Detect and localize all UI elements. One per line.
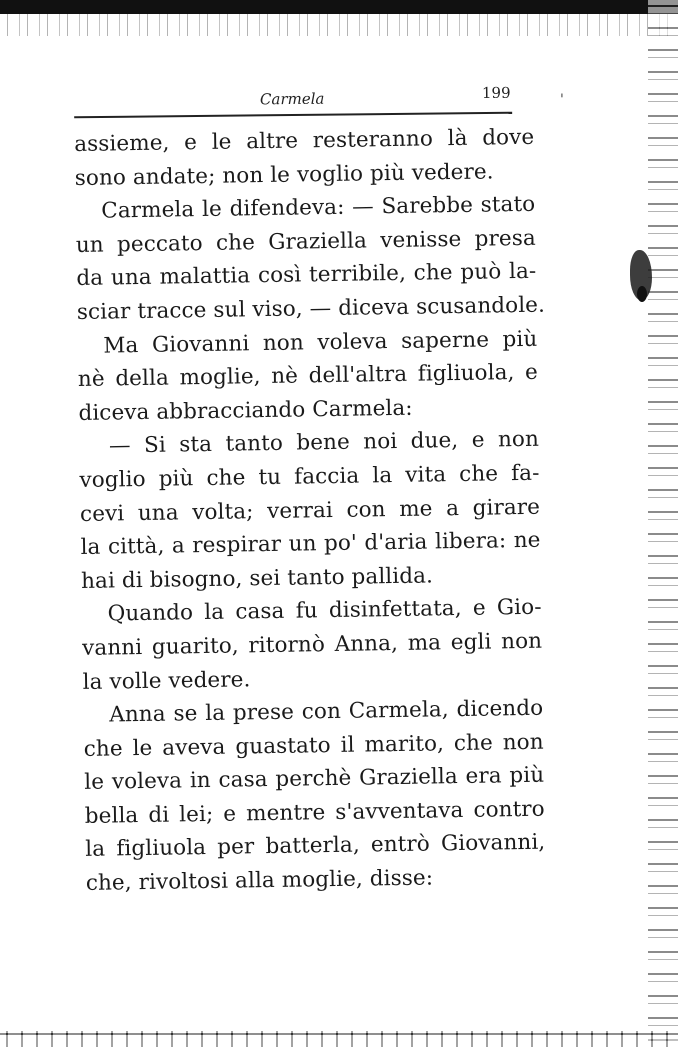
text-line: Anna se la prese con Carmela, dicendo <box>109 695 544 728</box>
text-line: — Si sta tanto bene noi due, e non <box>108 427 540 459</box>
text-line: la volle vedere. <box>82 666 251 695</box>
text-line: la figliuola per batterla, entrò Giovanni, <box>85 830 546 863</box>
ink-blot-small <box>637 286 647 302</box>
text-line: Carmela le difendeva: — Sarebbe stato <box>101 191 536 224</box>
text-line: un peccato che Graziella venisse presa <box>75 225 536 258</box>
running-header <box>74 82 512 117</box>
scan-border-right <box>648 0 678 1047</box>
text-line: sciar tracce sul viso, — diceva scusandole. <box>76 292 546 325</box>
scan-border-bottom <box>0 1031 678 1047</box>
scan-noise-top <box>0 14 678 36</box>
text-line: le voleva in casa perchè Graziella era più <box>84 762 545 796</box>
page-number: 199 <box>481 83 511 103</box>
text-line: Quando la casa fu disinfettata, e Gio- <box>107 595 542 627</box>
stray-mark: ' <box>560 92 564 108</box>
text-line: voglio più che tu faccia la vita che fa- <box>79 460 540 493</box>
text-line: la città, a respirar un po' d'aria libera: ne <box>80 527 541 561</box>
text-line: bella di lei; e mentre s'avventava contro <box>84 796 545 829</box>
header-rule <box>74 112 512 119</box>
running-title: Carmela <box>259 89 325 109</box>
body-text <box>74 121 546 901</box>
text-line: nè della moglie, nè dell'altra figliuola, e <box>77 359 539 393</box>
text-line: hai di bisogno, sei tanto pallida. <box>80 563 434 594</box>
text-line: da una malattia così terribile, che può la- <box>76 259 537 292</box>
scan-border-top <box>0 0 678 14</box>
text-line: cevi una volta; verrai con me a girare <box>79 494 541 527</box>
text-line: diceva abbracciando Carmela: <box>78 395 413 426</box>
text-line: vanni guarito, ritornò Anna, ma egli non <box>81 628 543 661</box>
text-line: che, rivoltosi alla moglie, disse: <box>85 865 434 896</box>
text-line: assieme, e le altre resteranno là dove <box>74 124 535 157</box>
text-line: sono andate; non le voglio più vedere. <box>74 159 494 191</box>
text-line: Ma Giovanni non voleva saperne più <box>103 326 538 359</box>
text-line: che le aveva guastato il marito, che non <box>83 729 544 762</box>
